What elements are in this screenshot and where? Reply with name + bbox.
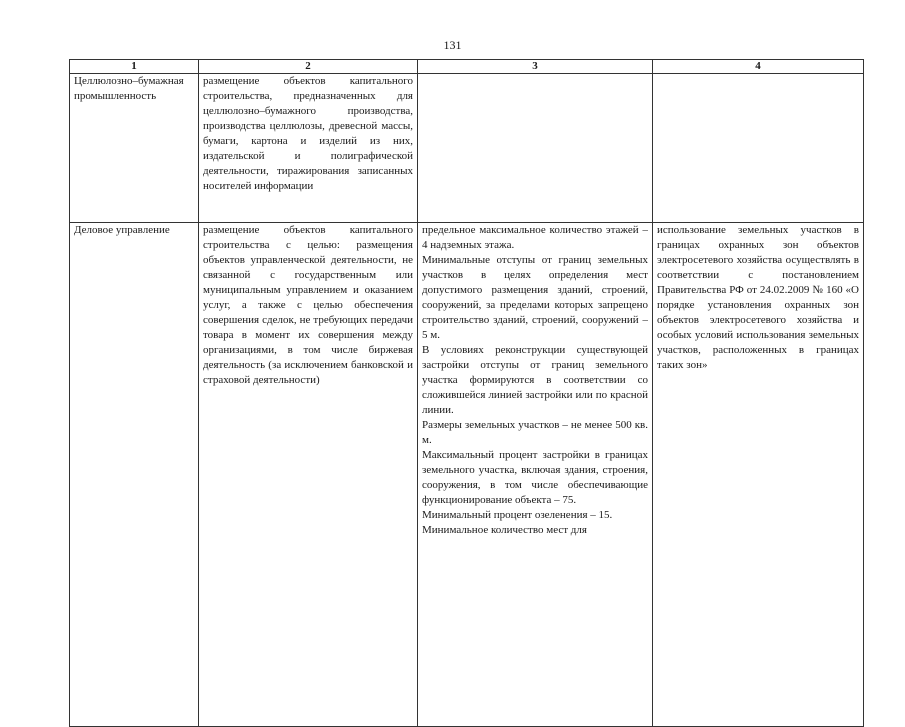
table-row-pulp-paper [70,74,864,223]
parameter-paragraph: Размеры земельных участков – не менее 500 кв. м. [422,419,648,446]
column-header-1: 1 [70,60,199,74]
parameter-paragraph: В условиях реконструкции существующей застройки отступы от границ земельного участка формируются в соответствии со сложившейся линией застройки или по красной линии. [422,344,648,416]
table-row-business-management [70,223,864,727]
cell-parameters [418,74,653,223]
column-header-2: 2 [199,60,418,74]
parameter-paragraph: предельное максимальное количество этажей – 4 надземных этажа. [422,224,648,251]
cell-parameters [418,223,653,727]
cell-description: размещение объектов капитального строительства, предназначенных для целлюлозно–бумажного производства, производства целлюлозы, древесной массы, бумаги, картона и изделий из них, издательской и полиграфической деятельности, тиражирования записанных носителей информации [199,74,418,223]
page-number: 131 [443,38,462,52]
parameter-paragraph: Минимальные отступы от границ земельных участков в целях определения мест допустимого размещения зданий, строений, сооружений, за пределами которых запрещено строительство зданий, строений, сооружений – 5 м. [422,254,648,341]
column-header-3: 3 [418,60,653,74]
zoning-table [69,59,864,727]
parameter-paragraph: Максимальный процент застройки в границах земельного участка, включая здания, строения, сооружения, в том числе обеспечивающие функционирование объекта – 75. [422,449,648,506]
table-header-row [70,60,864,74]
cell-restrictions: использование земельных участков в границах охранных зон объектов электросетевого хозяйства осуществлять в соответствии с постановлением Правительства РФ от 24.02.2009 № 160 «О порядке установления охранных зон объектов электросетевого хозяйства и особых условий использования земельных участков, расположенных в границах таких зон» [653,223,864,727]
parameters-text [422,223,648,726]
cell-land-use-type: Деловое управление [70,223,199,727]
parameter-paragraph: Минимальное количество мест для [422,524,587,536]
cell-land-use-type: Целлюлозно–бумажная промышленность [70,74,199,223]
parameter-paragraph: Минимальный процент озеленения – 15. [422,509,613,521]
cell-description: размещение объектов капитального строительства с целью: размещения объектов управленческой деятельности, не связанной с государственным или муниципальным управлением и оказанием услуг, а также с целью обеспечения совершения сделок, не требующих передачи товара в момент их совершения между организациями, в том числе биржевая деятельность (за исключением банковской и страховой деятельности) [199,223,418,727]
column-header-4: 4 [653,60,864,74]
cell-restrictions [653,74,864,223]
